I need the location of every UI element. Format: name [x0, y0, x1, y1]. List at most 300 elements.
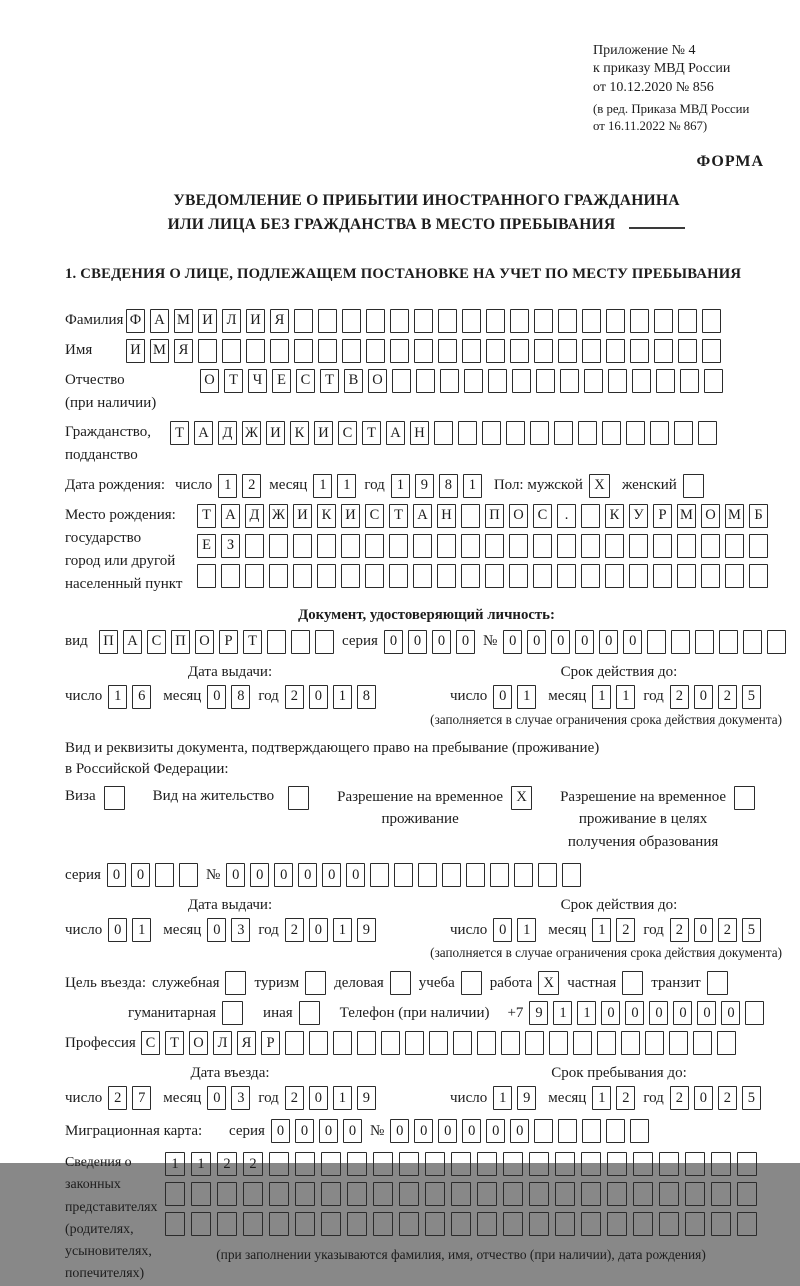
char-cell[interactable]: [464, 369, 483, 393]
char-cell[interactable]: [155, 863, 174, 887]
char-cell[interactable]: [529, 1182, 549, 1206]
char-cell[interactable]: О: [368, 369, 387, 393]
char-cell[interactable]: [370, 863, 389, 887]
char-cell[interactable]: [315, 630, 334, 654]
char-cell[interactable]: 0: [131, 863, 150, 887]
char-cell[interactable]: [357, 1031, 376, 1055]
char-cell[interactable]: [486, 309, 505, 333]
char-cell[interactable]: С: [141, 1031, 160, 1055]
char-cell[interactable]: [451, 1152, 471, 1176]
char-cell[interactable]: [510, 339, 529, 363]
char-cell[interactable]: 0: [390, 1119, 409, 1143]
checkbox-official[interactable]: [225, 971, 246, 995]
char-cell[interactable]: [534, 309, 553, 333]
char-cell[interactable]: 0: [108, 918, 127, 942]
char-cell[interactable]: [503, 1182, 523, 1206]
char-cell[interactable]: [509, 534, 528, 558]
char-cell[interactable]: [558, 309, 577, 333]
char-cell[interactable]: [578, 421, 597, 445]
char-cell[interactable]: [413, 534, 432, 558]
char-cell[interactable]: [477, 1212, 497, 1236]
char-cell[interactable]: О: [195, 630, 214, 654]
char-cell[interactable]: 0: [322, 863, 341, 887]
char-cell[interactable]: [285, 1031, 304, 1055]
char-cell[interactable]: [743, 630, 762, 654]
char-cell[interactable]: С: [533, 504, 552, 528]
char-cell[interactable]: [509, 564, 528, 588]
char-cell[interactable]: [293, 564, 312, 588]
char-cell[interactable]: [461, 504, 480, 528]
char-cell[interactable]: [533, 534, 552, 558]
char-cell[interactable]: Т: [243, 630, 262, 654]
char-cell[interactable]: 0: [384, 630, 403, 654]
char-cell[interactable]: [582, 339, 601, 363]
char-cell[interactable]: [293, 534, 312, 558]
char-cell[interactable]: 1: [592, 1086, 611, 1110]
char-cell[interactable]: 2: [670, 685, 689, 709]
char-cell[interactable]: [490, 863, 509, 887]
checkbox-other[interactable]: [299, 1001, 320, 1025]
char-cell[interactable]: [633, 1212, 653, 1236]
char-cell[interactable]: 1: [333, 685, 352, 709]
char-cell[interactable]: В: [344, 369, 363, 393]
char-cell[interactable]: [677, 564, 696, 588]
char-cell[interactable]: [389, 534, 408, 558]
char-cell[interactable]: Д: [245, 504, 264, 528]
char-cell[interactable]: 0: [673, 1001, 692, 1025]
char-cell[interactable]: [702, 309, 721, 333]
char-cell[interactable]: [654, 339, 673, 363]
char-cell[interactable]: 0: [649, 1001, 668, 1025]
char-cell[interactable]: [581, 1152, 601, 1176]
char-cell[interactable]: [267, 630, 286, 654]
char-cell[interactable]: Р: [653, 504, 672, 528]
char-cell[interactable]: М: [725, 504, 744, 528]
checkbox-visa[interactable]: [104, 786, 125, 810]
char-cell[interactable]: [462, 309, 481, 333]
char-cell[interactable]: [414, 309, 433, 333]
char-cell[interactable]: [701, 564, 720, 588]
char-cell[interactable]: [745, 1001, 764, 1025]
char-cell[interactable]: [291, 630, 310, 654]
char-cell[interactable]: 1: [333, 918, 352, 942]
char-cell[interactable]: П: [171, 630, 190, 654]
char-cell[interactable]: [269, 534, 288, 558]
char-cell[interactable]: [606, 1119, 625, 1143]
char-cell[interactable]: [295, 1212, 315, 1236]
char-cell[interactable]: 1: [391, 474, 410, 498]
char-cell[interactable]: [317, 564, 336, 588]
char-cell[interactable]: [333, 1031, 352, 1055]
checkbox-edu-residence-permit[interactable]: [734, 786, 755, 810]
char-cell[interactable]: С: [365, 504, 384, 528]
char-cell[interactable]: Я: [270, 309, 289, 333]
char-cell[interactable]: З: [221, 534, 240, 558]
char-cell[interactable]: [451, 1182, 471, 1206]
checkbox-male[interactable]: X: [589, 474, 610, 498]
char-cell[interactable]: [573, 1031, 592, 1055]
char-cell[interactable]: [607, 1212, 627, 1236]
char-cell[interactable]: [582, 309, 601, 333]
char-cell[interactable]: [217, 1182, 237, 1206]
char-cell[interactable]: [425, 1182, 445, 1206]
char-cell[interactable]: Я: [237, 1031, 256, 1055]
char-cell[interactable]: 0: [432, 630, 451, 654]
char-cell[interactable]: 0: [207, 685, 226, 709]
char-cell[interactable]: [529, 1152, 549, 1176]
char-cell[interactable]: [366, 309, 385, 333]
char-cell[interactable]: [711, 1182, 731, 1206]
char-cell[interactable]: С: [296, 369, 315, 393]
char-cell[interactable]: [389, 564, 408, 588]
char-cell[interactable]: [399, 1212, 419, 1236]
char-cell[interactable]: Т: [320, 369, 339, 393]
char-cell[interactable]: [674, 421, 693, 445]
char-cell[interactable]: 0: [408, 630, 427, 654]
char-cell[interactable]: [453, 1031, 472, 1055]
char-cell[interactable]: Р: [219, 630, 238, 654]
char-cell[interactable]: [405, 1031, 424, 1055]
char-cell[interactable]: 0: [295, 1119, 314, 1143]
char-cell[interactable]: М: [174, 309, 193, 333]
char-cell[interactable]: 0: [527, 630, 546, 654]
char-cell[interactable]: А: [221, 504, 240, 528]
char-cell[interactable]: 1: [616, 685, 635, 709]
char-cell[interactable]: 0: [343, 1119, 362, 1143]
char-cell[interactable]: [347, 1182, 367, 1206]
char-cell[interactable]: 2: [616, 1086, 635, 1110]
char-cell[interactable]: 0: [694, 918, 713, 942]
char-cell[interactable]: [653, 564, 672, 588]
char-cell[interactable]: [399, 1152, 419, 1176]
char-cell[interactable]: [656, 369, 675, 393]
char-cell[interactable]: 0: [309, 918, 328, 942]
char-cell[interactable]: [270, 339, 289, 363]
char-cell[interactable]: [477, 1031, 496, 1055]
char-cell[interactable]: .: [557, 504, 576, 528]
checkbox-humanitarian[interactable]: [222, 1001, 243, 1025]
char-cell[interactable]: 6: [132, 685, 151, 709]
char-cell[interactable]: [549, 1031, 568, 1055]
char-cell[interactable]: Л: [222, 309, 241, 333]
char-cell[interactable]: [530, 421, 549, 445]
checkbox-transit[interactable]: [707, 971, 728, 995]
char-cell[interactable]: 2: [285, 685, 304, 709]
char-cell[interactable]: 0: [226, 863, 245, 887]
char-cell[interactable]: [245, 534, 264, 558]
char-cell[interactable]: Д: [218, 421, 237, 445]
char-cell[interactable]: [477, 1182, 497, 1206]
char-cell[interactable]: 1: [218, 474, 237, 498]
char-cell[interactable]: 0: [551, 630, 570, 654]
char-cell[interactable]: Т: [224, 369, 243, 393]
char-cell[interactable]: [749, 534, 768, 558]
char-cell[interactable]: [677, 534, 696, 558]
char-cell[interactable]: [659, 1182, 679, 1206]
char-cell[interactable]: [525, 1031, 544, 1055]
char-cell[interactable]: [581, 504, 600, 528]
checkbox-temp-residence-permit[interactable]: X: [511, 786, 532, 810]
char-cell[interactable]: И: [341, 504, 360, 528]
char-cell[interactable]: [438, 339, 457, 363]
char-cell[interactable]: 1: [592, 685, 611, 709]
char-cell[interactable]: А: [150, 309, 169, 333]
char-cell[interactable]: [373, 1152, 393, 1176]
char-cell[interactable]: 9: [529, 1001, 548, 1025]
char-cell[interactable]: [341, 564, 360, 588]
char-cell[interactable]: 1: [108, 685, 127, 709]
char-cell[interactable]: [711, 1212, 731, 1236]
char-cell[interactable]: [295, 1182, 315, 1206]
char-cell[interactable]: [607, 1182, 627, 1206]
char-cell[interactable]: [342, 339, 361, 363]
char-cell[interactable]: [506, 421, 525, 445]
char-cell[interactable]: [602, 421, 621, 445]
char-cell[interactable]: 2: [217, 1152, 237, 1176]
checkbox-work[interactable]: X: [538, 971, 559, 995]
char-cell[interactable]: 9: [357, 918, 376, 942]
char-cell[interactable]: [529, 1212, 549, 1236]
char-cell[interactable]: [477, 1152, 497, 1176]
char-cell[interactable]: 5: [742, 1086, 761, 1110]
char-cell[interactable]: 2: [285, 1086, 304, 1110]
char-cell[interactable]: 5: [742, 685, 761, 709]
char-cell[interactable]: 2: [718, 918, 737, 942]
char-cell[interactable]: 1: [463, 474, 482, 498]
char-cell[interactable]: Н: [437, 504, 456, 528]
char-cell[interactable]: [165, 1182, 185, 1206]
char-cell[interactable]: [390, 309, 409, 333]
char-cell[interactable]: А: [194, 421, 213, 445]
char-cell[interactable]: [294, 309, 313, 333]
char-cell[interactable]: 8: [439, 474, 458, 498]
char-cell[interactable]: Е: [197, 534, 216, 558]
char-cell[interactable]: А: [386, 421, 405, 445]
char-cell[interactable]: [191, 1182, 211, 1206]
char-cell[interactable]: [659, 1212, 679, 1236]
char-cell[interactable]: [269, 564, 288, 588]
char-cell[interactable]: [390, 339, 409, 363]
char-cell[interactable]: [645, 1031, 664, 1055]
char-cell[interactable]: [534, 1119, 553, 1143]
char-cell[interactable]: [630, 339, 649, 363]
char-cell[interactable]: П: [485, 504, 504, 528]
char-cell[interactable]: [392, 369, 411, 393]
char-cell[interactable]: 0: [271, 1119, 290, 1143]
char-cell[interactable]: 0: [207, 1086, 226, 1110]
char-cell[interactable]: [425, 1212, 445, 1236]
char-cell[interactable]: [558, 1119, 577, 1143]
char-cell[interactable]: 1: [517, 685, 536, 709]
char-cell[interactable]: [191, 1212, 211, 1236]
checkbox-female[interactable]: [683, 474, 704, 498]
char-cell[interactable]: 8: [357, 685, 376, 709]
char-cell[interactable]: 2: [718, 1086, 737, 1110]
char-cell[interactable]: [582, 1119, 601, 1143]
char-cell[interactable]: Ф: [126, 309, 145, 333]
char-cell[interactable]: [581, 564, 600, 588]
char-cell[interactable]: 0: [575, 630, 594, 654]
char-cell[interactable]: [458, 421, 477, 445]
char-cell[interactable]: 0: [694, 685, 713, 709]
char-cell[interactable]: 0: [346, 863, 365, 887]
char-cell[interactable]: [555, 1152, 575, 1176]
char-cell[interactable]: [558, 339, 577, 363]
char-cell[interactable]: О: [701, 504, 720, 528]
char-cell[interactable]: К: [605, 504, 624, 528]
char-cell[interactable]: [534, 339, 553, 363]
char-cell[interactable]: 0: [462, 1119, 481, 1143]
char-cell[interactable]: [461, 534, 480, 558]
char-cell[interactable]: [581, 1212, 601, 1236]
char-cell[interactable]: [581, 1182, 601, 1206]
char-cell[interactable]: 0: [309, 1086, 328, 1110]
char-cell[interactable]: 8: [231, 685, 250, 709]
char-cell[interactable]: [536, 369, 555, 393]
char-cell[interactable]: [318, 309, 337, 333]
char-cell[interactable]: 0: [274, 863, 293, 887]
char-cell[interactable]: 1: [553, 1001, 572, 1025]
char-cell[interactable]: [429, 1031, 448, 1055]
char-cell[interactable]: [246, 339, 265, 363]
char-cell[interactable]: [725, 534, 744, 558]
char-cell[interactable]: К: [317, 504, 336, 528]
char-cell[interactable]: [678, 309, 697, 333]
char-cell[interactable]: [560, 369, 579, 393]
char-cell[interactable]: [562, 863, 581, 887]
char-cell[interactable]: А: [123, 630, 142, 654]
char-cell[interactable]: 0: [319, 1119, 338, 1143]
char-cell[interactable]: 3: [231, 1086, 250, 1110]
char-cell[interactable]: [533, 564, 552, 588]
char-cell[interactable]: [438, 309, 457, 333]
char-cell[interactable]: М: [677, 504, 696, 528]
char-cell[interactable]: [318, 339, 337, 363]
char-cell[interactable]: Т: [389, 504, 408, 528]
char-cell[interactable]: И: [246, 309, 265, 333]
char-cell[interactable]: 2: [670, 1086, 689, 1110]
char-cell[interactable]: [440, 369, 459, 393]
char-cell[interactable]: 9: [357, 1086, 376, 1110]
char-cell[interactable]: [221, 564, 240, 588]
char-cell[interactable]: 1: [517, 918, 536, 942]
char-cell[interactable]: 0: [694, 1086, 713, 1110]
char-cell[interactable]: 1: [132, 918, 151, 942]
char-cell[interactable]: [608, 369, 627, 393]
char-cell[interactable]: [685, 1152, 705, 1176]
checkbox-residence-permit[interactable]: [288, 786, 309, 810]
char-cell[interactable]: И: [198, 309, 217, 333]
char-cell[interactable]: 0: [438, 1119, 457, 1143]
char-cell[interactable]: [678, 339, 697, 363]
char-cell[interactable]: [606, 309, 625, 333]
char-cell[interactable]: 0: [503, 630, 522, 654]
char-cell[interactable]: [373, 1212, 393, 1236]
char-cell[interactable]: 9: [517, 1086, 536, 1110]
char-cell[interactable]: [486, 339, 505, 363]
char-cell[interactable]: [437, 534, 456, 558]
char-cell[interactable]: [512, 369, 531, 393]
char-cell[interactable]: [584, 369, 603, 393]
char-cell[interactable]: [321, 1212, 341, 1236]
char-cell[interactable]: [737, 1212, 757, 1236]
char-cell[interactable]: [488, 369, 507, 393]
char-cell[interactable]: [514, 863, 533, 887]
char-cell[interactable]: 1: [333, 1086, 352, 1110]
char-cell[interactable]: [605, 564, 624, 588]
char-cell[interactable]: 0: [493, 918, 512, 942]
char-cell[interactable]: [269, 1212, 289, 1236]
char-cell[interactable]: [597, 1031, 616, 1055]
char-cell[interactable]: [626, 421, 645, 445]
char-cell[interactable]: [347, 1212, 367, 1236]
char-cell[interactable]: [685, 1182, 705, 1206]
char-cell[interactable]: [633, 1182, 653, 1206]
char-cell[interactable]: [630, 309, 649, 333]
char-cell[interactable]: 1: [337, 474, 356, 498]
char-cell[interactable]: [554, 421, 573, 445]
char-cell[interactable]: [416, 369, 435, 393]
char-cell[interactable]: [621, 1031, 640, 1055]
char-cell[interactable]: [365, 534, 384, 558]
char-cell[interactable]: [650, 421, 669, 445]
char-cell[interactable]: 2: [670, 918, 689, 942]
char-cell[interactable]: [538, 863, 557, 887]
char-cell[interactable]: [719, 630, 738, 654]
char-cell[interactable]: [197, 564, 216, 588]
char-cell[interactable]: А: [413, 504, 432, 528]
char-cell[interactable]: С: [338, 421, 357, 445]
checkbox-business[interactable]: [390, 971, 411, 995]
char-cell[interactable]: 0: [107, 863, 126, 887]
char-cell[interactable]: [725, 564, 744, 588]
char-cell[interactable]: 2: [718, 685, 737, 709]
checkbox-study[interactable]: [461, 971, 482, 995]
char-cell[interactable]: 0: [414, 1119, 433, 1143]
char-cell[interactable]: [418, 863, 437, 887]
char-cell[interactable]: [294, 339, 313, 363]
char-cell[interactable]: О: [200, 369, 219, 393]
char-cell[interactable]: 0: [697, 1001, 716, 1025]
char-cell[interactable]: 0: [625, 1001, 644, 1025]
char-cell[interactable]: [269, 1182, 289, 1206]
char-cell[interactable]: [749, 564, 768, 588]
char-cell[interactable]: 1: [313, 474, 332, 498]
char-cell[interactable]: [309, 1031, 328, 1055]
char-cell[interactable]: [317, 534, 336, 558]
char-cell[interactable]: 1: [191, 1152, 211, 1176]
char-cell[interactable]: [365, 564, 384, 588]
char-cell[interactable]: О: [189, 1031, 208, 1055]
char-cell[interactable]: [557, 534, 576, 558]
char-cell[interactable]: [695, 630, 714, 654]
char-cell[interactable]: 0: [486, 1119, 505, 1143]
char-cell[interactable]: [555, 1212, 575, 1236]
char-cell[interactable]: [654, 309, 673, 333]
char-cell[interactable]: [462, 339, 481, 363]
char-cell[interactable]: [653, 534, 672, 558]
char-cell[interactable]: 1: [493, 1086, 512, 1110]
char-cell[interactable]: 3: [231, 918, 250, 942]
char-cell[interactable]: [243, 1212, 263, 1236]
char-cell[interactable]: [767, 630, 786, 654]
char-cell[interactable]: И: [126, 339, 145, 363]
char-cell[interactable]: [693, 1031, 712, 1055]
char-cell[interactable]: [485, 564, 504, 588]
char-cell[interactable]: Т: [197, 504, 216, 528]
char-cell[interactable]: [606, 339, 625, 363]
char-cell[interactable]: Н: [410, 421, 429, 445]
